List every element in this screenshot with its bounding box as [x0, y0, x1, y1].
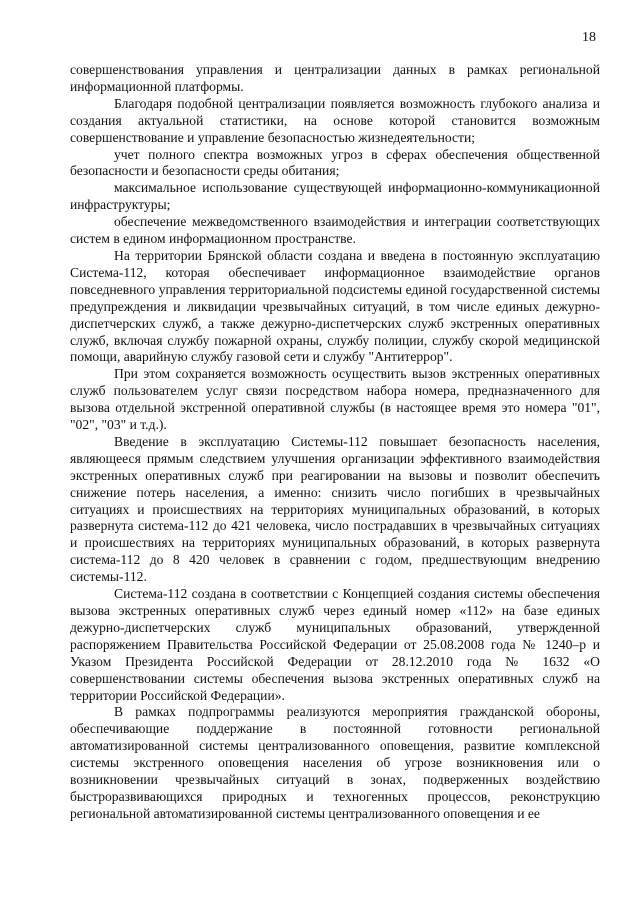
- paragraph-7: При этом сохраняется возможность осуществить вызов экстренных оперативных служб пользователем услуг связи посредством набора номера, предназначенного для вызова отдельной экстренной оперативной службы (в настоящее время это номера "01", "02", "03" и т.д.).: [70, 366, 600, 433]
- document-body: [70, 62, 600, 823]
- paragraph-9: Система-112 создана в соответствии с Концепцией создания системы обеспечения вызова экстренных оперативных служб через единый номер «112» на базе единых дежурно-диспетчерских служб муниципальных образований, утвержденной распоряжением Правительства Российской Федерации от 25.08.2008 года № 1240–р и Указом Президента Российской Федерации от 28.12.2010 года № 1632 «О совершенствовании системы обеспечения вызова экстренных оперативных служб на территории Российской Федерации».: [70, 586, 600, 703]
- paragraph-3: учет полного спектра возможных угроз в сферах обеспечения общественной безопасности и безопасности среды обитания;: [70, 146, 600, 179]
- paragraph-5: обеспечение межведомственного взаимодействия и интеграции соответствующих систем в едином информационном пространстве.: [70, 214, 600, 247]
- paragraph-6: На территории Брянской области создана и введена в постоянную эксплуатацию Система-112, которая обеспечивает информационное взаимодействие органов повседневного управления территориальной подсистемы единой государственной системы предупреждения и ликвидации чрезвычайных ситуаций, в том числе единых дежурно-диспетчерских служб, а также дежурно-диспетчерских служб экстренных оперативных служб, включая службу пожарной охраны, службу полиции, службу скорой медицинской помощи, аварийную службу газовой сети и службу "Антитеррор".: [70, 247, 600, 365]
- paragraph-1: совершенствования управления и централизации данных в рамках региональной информационной платформы.: [70, 62, 600, 94]
- paragraph-2: Благодаря подобной централизации появляется возможность глубокого анализа и создания актуальной статистики, на основе которой становится возможным совершенствование и управление безопасностью жизнедеятельности;: [70, 95, 600, 145]
- paragraph-10: В рамках подпрограммы реализуются мероприятия гражданской обороны, обеспечивающие поддержание в постоянной готовности региональной автоматизированной системы централизованного оповещения, развитие комплексной системы экстренного оповещения населения об угрозе возникновения или о возникновении чрезвычайных ситуаций в зонах, подверженных воздействию быстроразвивающихся природных и техногенных процессов, реконструкцию региональной автоматизированной системы централизованного оповещения и ее: [70, 704, 600, 821]
- page-number: 18: [582, 30, 596, 45]
- paragraph-4: максимальное использование существующей информационно-коммуникационной инфраструктуры;: [70, 180, 600, 213]
- paragraph-8: Введение в эксплуатацию Системы-112 повышает безопасность населения, являющееся прямым следствием улучшения организации эффективного взаимодействия экстренных оперативных служб при реагировании на вызовы и позволит обеспечить снижение потерь населения, а именно: снизить число погибших в чрезвычайных ситуациях и происшествиях на территориях муниципальных образований, в которых развернута система-112 до 421 человека, число пострадавших в чрезвычайных ситуациях и происшествиях на территориях муниципальных образований, в которых развернута система-112 до 8 420 человек в сравнении с годом, предшествующим внедрению системы-112.: [70, 433, 600, 585]
